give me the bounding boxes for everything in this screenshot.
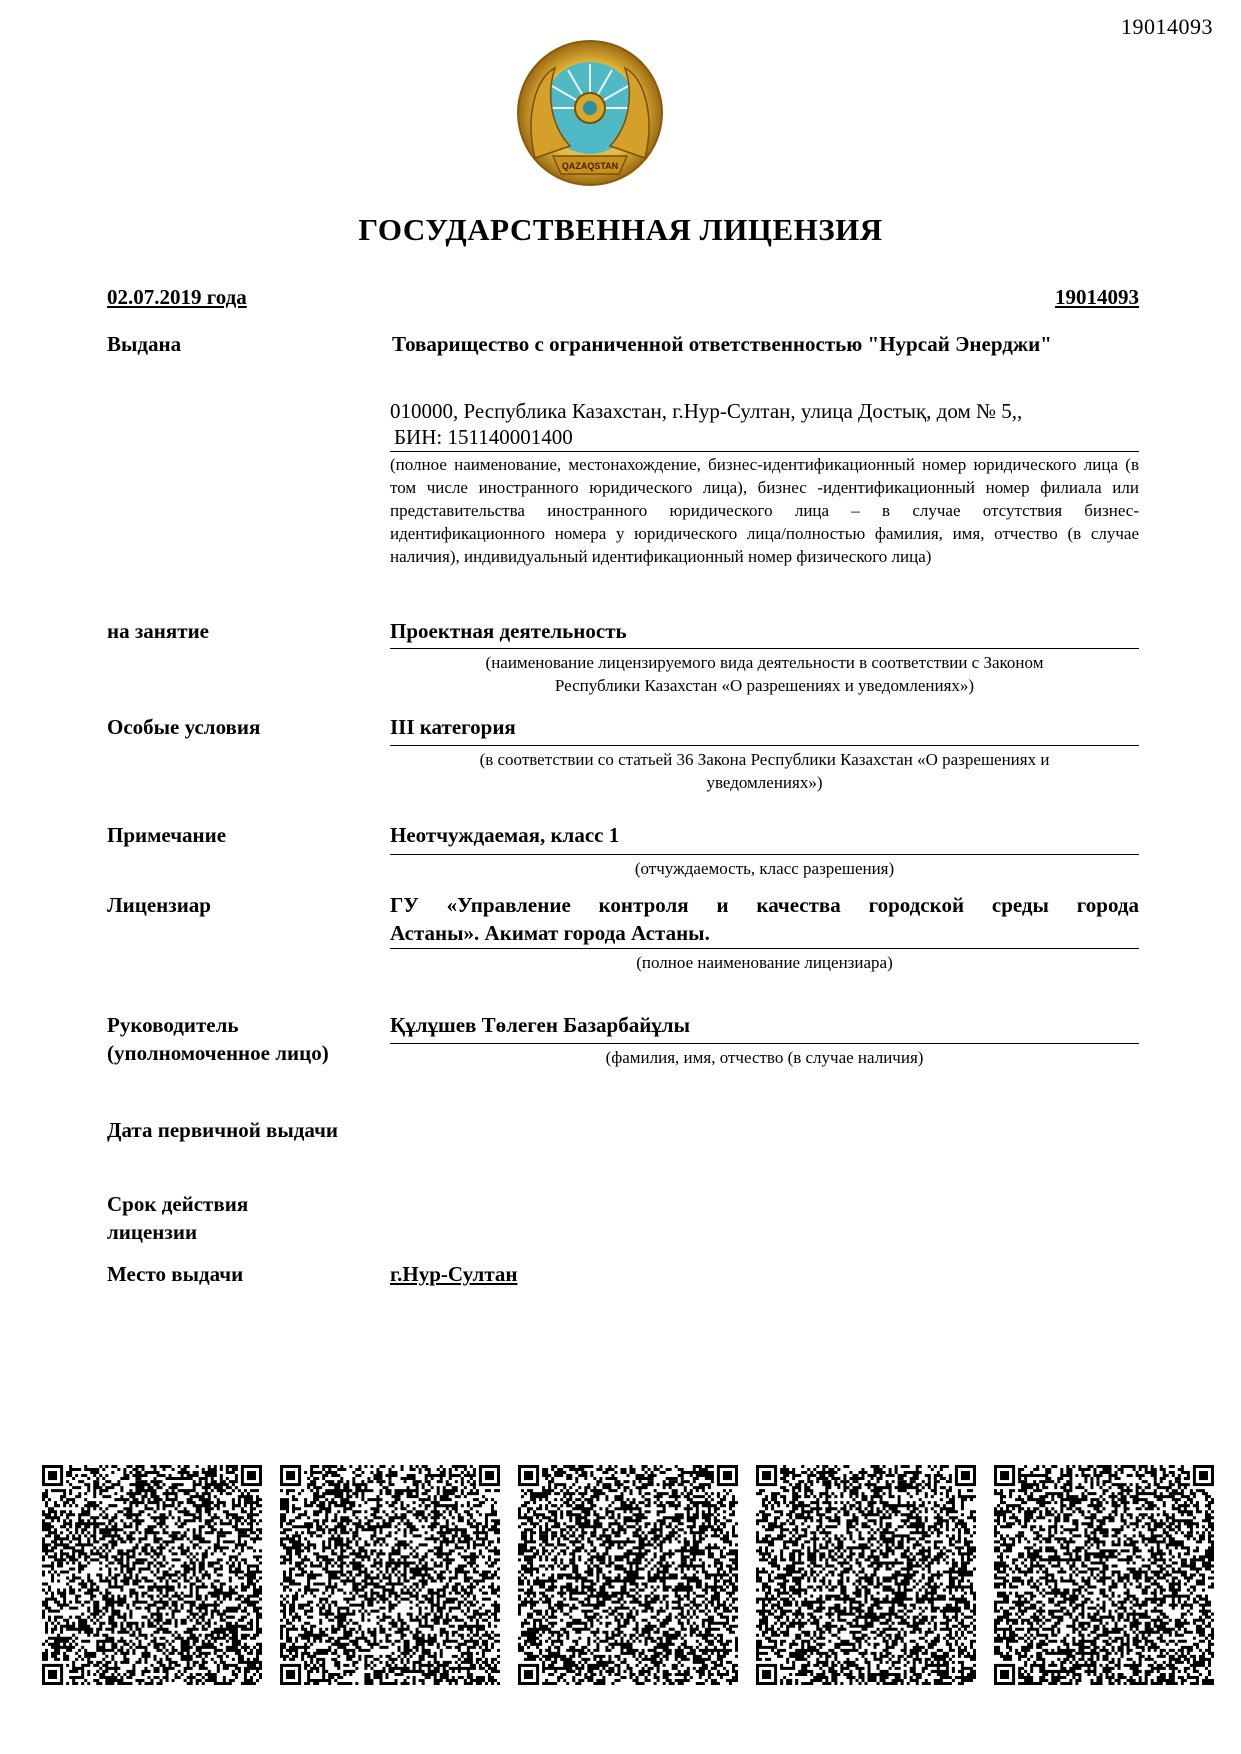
licensor-value-line1: ГУ «Управление контроля и качества городской среды города <box>390 893 1139 917</box>
note-hint: (отчуждаемость, класс разрешения) <box>634 859 895 878</box>
first-issue-label: Дата первичной выдачи <box>107 1118 339 1142</box>
corner-document-number: 19014093 <box>1121 14 1213 39</box>
activity-hint-line2: Республики Казахстан «О разрешениях и уведомлениях») <box>554 676 975 695</box>
licensor-hint: (полное наименование лицензиара) <box>636 953 893 972</box>
conditions-hint-line1: (в соответствии со статьей 36 Закона Республики Казахстан «О разрешениях и <box>479 750 1050 769</box>
note-label: Примечание <box>107 823 227 847</box>
qr-code-icon <box>756 1465 976 1685</box>
conditions-label: Особые условия <box>107 715 261 739</box>
issued-to-label: Выдана <box>107 332 182 356</box>
head-label-line1: Руководитель <box>107 1013 239 1037</box>
issue-date: 02.07.2019 года <box>107 285 247 309</box>
validity-label-line1: Срок действия <box>107 1192 249 1216</box>
activity-hint-line1: (наименование лицензируемого вида деятельности в соответствии с Законом <box>485 653 1044 672</box>
qr-code-icon <box>518 1465 738 1685</box>
head-label-line2: (уполномоченное лицо) <box>107 1041 329 1065</box>
qr-code-icon <box>994 1465 1214 1685</box>
divider-line <box>390 948 1139 949</box>
note-value: Неотчуждаемая, класс 1 <box>390 823 620 847</box>
licensor-label: Лицензиар <box>107 893 211 917</box>
place-label: Место выдачи <box>107 1262 244 1286</box>
head-hint: (фамилия, имя, отчество (в случае наличия) <box>605 1048 924 1067</box>
validity-label-line2: лицензии <box>107 1220 198 1244</box>
divider-line <box>390 1043 1139 1044</box>
conditions-value: III категория <box>390 715 516 739</box>
activity-value: Проектная деятельность <box>390 619 627 643</box>
divider-line <box>390 745 1139 746</box>
place-value: г.Нур-Султан <box>390 1262 518 1286</box>
licensee-name: Товарищество с ограниченной ответственностью "Нурсай Энерджи" <box>392 332 1052 356</box>
licensee-bin: БИН: 151140001400 <box>394 425 573 449</box>
divider-line <box>390 854 1139 855</box>
license-number: 19014093 <box>1055 285 1139 309</box>
licensee-address: 010000, Республика Казахстан, г.Нур-Султан, улица Достық, дом № 5,, <box>390 399 1023 423</box>
conditions-hint-line2: уведомлениях») <box>706 773 823 792</box>
licensor-value-line2: Астаны». Акимат города Астаны. <box>390 921 710 945</box>
document-title: ГОСУДАРСТВЕННАЯ ЛИЦЕНЗИЯ <box>358 212 883 247</box>
qr-code-icon <box>280 1465 500 1685</box>
licensee-hint: (полное наименование, местонахождение, бизнес-идентификационный номер юридического лица (в том числе иностранного юридического лица), бизнес -идентификационный номер филиала или представительства иностранного юридического лица – в случае отсутствия бизнес-идентификационного номера у юридического лица/полностью фамилия, имя, отчество (в случае наличия), индивидуальный идентификационный номер физического лица) <box>390 455 1139 566</box>
divider-line <box>390 451 1139 452</box>
activity-label: на занятие <box>107 619 209 643</box>
divider-line <box>390 648 1139 649</box>
head-value: Құлұшев Төлеген Базарбайұлы <box>390 1013 690 1037</box>
qr-code-icon <box>42 1465 262 1685</box>
kazakhstan-state-emblem-icon <box>515 38 665 188</box>
emblem-caption: QAZAQSTAN <box>561 161 619 171</box>
